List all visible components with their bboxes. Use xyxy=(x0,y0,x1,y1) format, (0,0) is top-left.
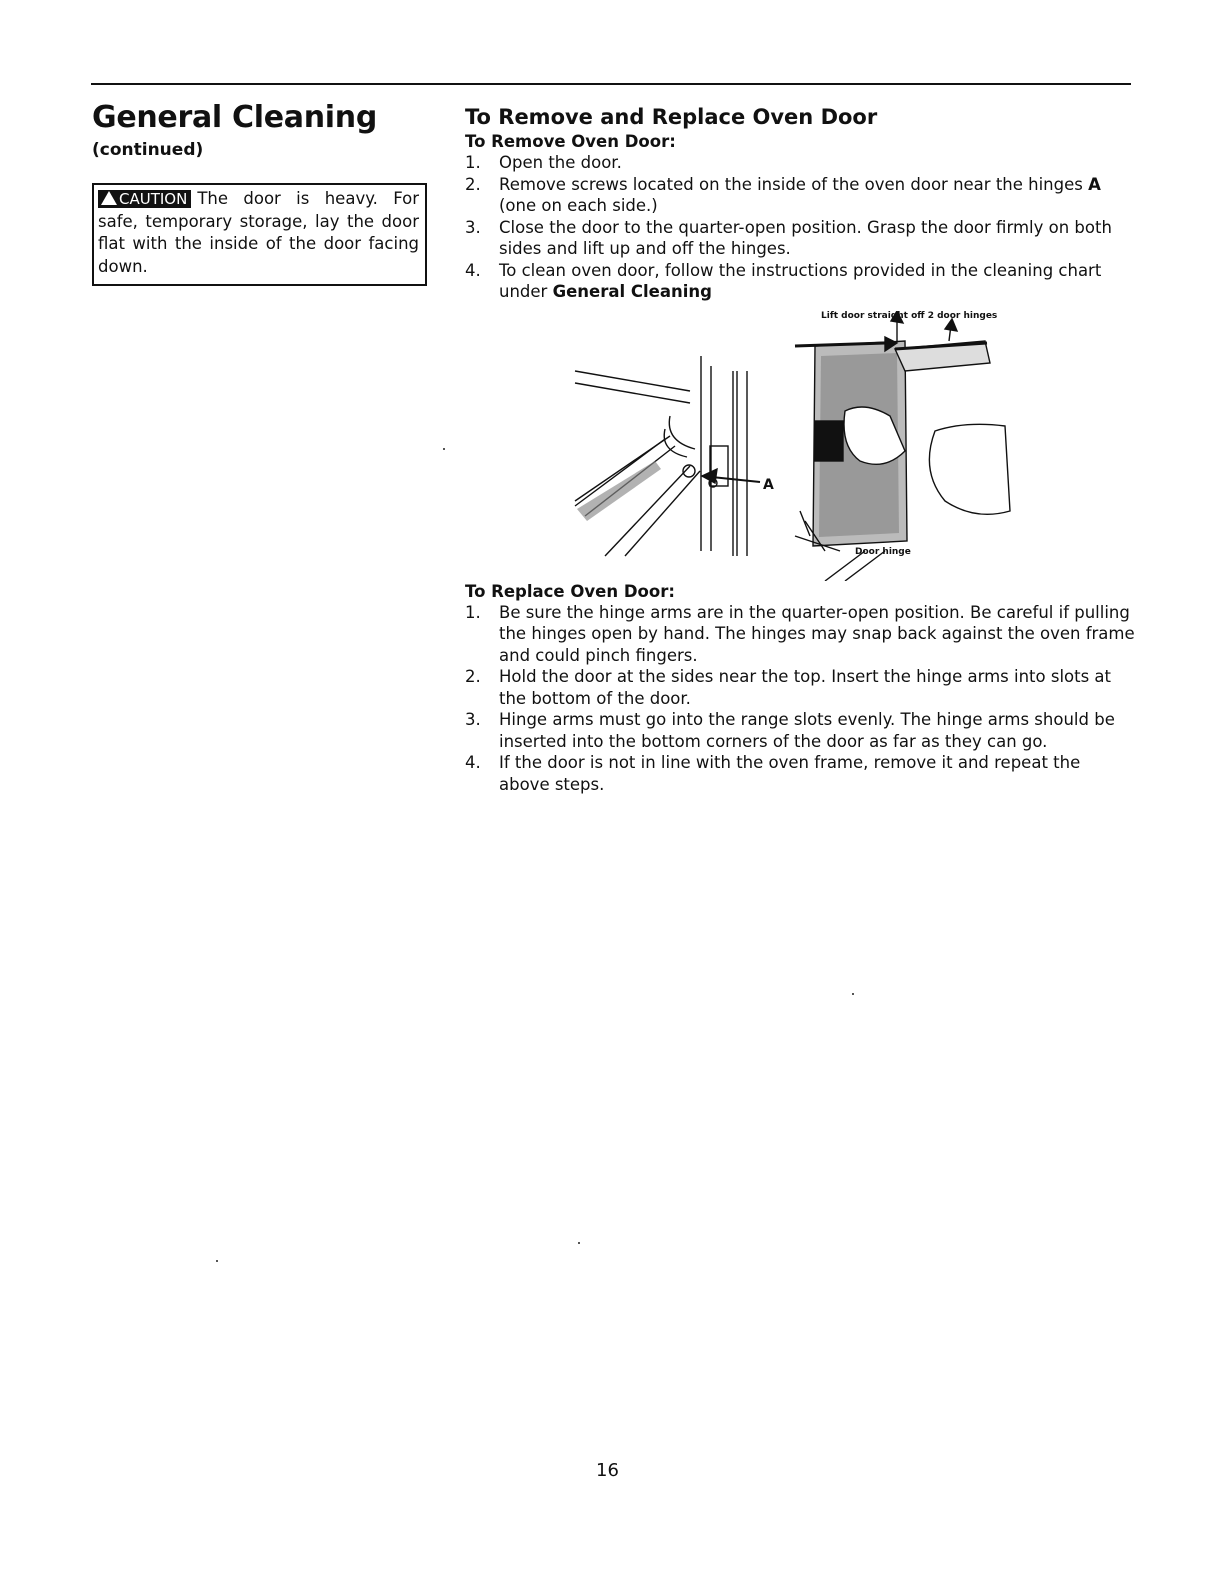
step-number: 3. xyxy=(465,710,481,729)
illustration-svg xyxy=(465,311,1135,581)
step-text: Be sure the hinge arms are in the quarter-open position. Be careful if pulling the hinges open by hand. The hinges may snap back against the oven frame and could pinch fingers. xyxy=(499,602,1135,665)
list-item xyxy=(465,152,1135,174)
replace-steps xyxy=(465,602,1135,796)
top-rule xyxy=(91,83,1131,85)
step-continuation: (one on each side.) xyxy=(499,196,658,215)
replace-heading: To Replace Oven Door: xyxy=(465,581,675,601)
step-text: Open the door. xyxy=(499,153,622,172)
list-item xyxy=(465,752,1135,795)
list-item xyxy=(465,602,1135,667)
list-item xyxy=(465,174,1135,217)
step-text: Hold the door at the sides near the top. Insert the hinge arms into slots at the bottom of the door. xyxy=(499,667,1112,708)
oven-door-illustration xyxy=(465,311,1135,581)
step-text: If the door is not in line with the oven frame, remove it and repeat the above steps. xyxy=(499,753,1081,794)
list-item xyxy=(465,260,1135,303)
list-item xyxy=(465,217,1135,260)
scan-speck xyxy=(578,1242,580,1244)
caution-badge xyxy=(98,190,191,208)
warning-triangle-icon xyxy=(101,191,117,205)
step-text: To clean oven door, follow the instructions provided in the cleaning chart under xyxy=(499,260,1102,301)
step-text: Hinge arms must go into the range slots evenly. The hinge arms should be inserted into the bottom corners of the door as far as they can go. xyxy=(499,710,1115,751)
figure-caption: Lift door straight off 2 door hinges xyxy=(821,310,998,321)
page-number: 16 xyxy=(596,1460,619,1481)
step-bold-text: A xyxy=(1088,174,1101,194)
list-item xyxy=(465,709,1135,752)
caution-text: The door is heavy. For safe, temporary storage, lay the door flat with the inside of the door facing down. xyxy=(98,189,419,276)
section-subtitle: (continued) xyxy=(92,140,204,160)
section-title: General Cleaning xyxy=(92,100,378,135)
step-number: 4. xyxy=(465,260,481,280)
oven-hinge-drawing xyxy=(575,356,760,556)
step-bold-text: General Cleaning xyxy=(552,282,712,301)
scan-speck xyxy=(216,1260,218,1262)
remove-heading: To Remove Oven Door: xyxy=(465,132,676,151)
scan-speck xyxy=(443,448,445,450)
step-number: 2. xyxy=(465,667,481,686)
scan-speck xyxy=(852,993,854,995)
step-number: 1. xyxy=(465,153,481,172)
step-text: Remove screws located on the inside of the oven door near the hinges xyxy=(499,174,1083,194)
step-number: 3. xyxy=(465,217,481,237)
door-lift-drawing xyxy=(795,311,1010,581)
caution-box xyxy=(92,183,427,286)
step-number: 4. xyxy=(465,753,481,772)
caution-label: CAUTION xyxy=(119,190,188,208)
step-number: 2. xyxy=(465,174,481,194)
list-item xyxy=(465,666,1135,709)
figure-label-hinge: Door hinge xyxy=(855,546,911,557)
step-text: Close the door to the quarter-open position. Grasp the door firmly on both sides and lift up and off the hinges. xyxy=(499,217,1112,258)
right-column xyxy=(465,103,1135,795)
remove-replace-title: To Remove and Replace Oven Door xyxy=(465,105,878,129)
remove-steps xyxy=(465,152,1135,303)
step-number: 1. xyxy=(465,602,481,622)
figure-label-a: A xyxy=(763,476,774,493)
left-column xyxy=(92,100,442,286)
